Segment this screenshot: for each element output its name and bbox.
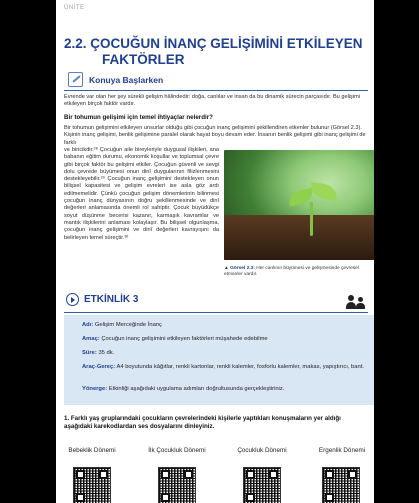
qr-label-cocukluk: Çocukluk Dönemi	[237, 447, 287, 454]
qr-code-bebeklik[interactable]	[73, 467, 111, 503]
qr-label-ilk-cocukluk: İlk Çocukluk Dönemi	[148, 447, 206, 454]
konuya-baslarken-header	[68, 72, 163, 87]
group-people-icon	[344, 295, 368, 309]
qr-label-ergenlik: Ergenlik Dönemi	[318, 447, 366, 454]
qr-code-cocukluk[interactable]	[243, 467, 281, 503]
qr-code-ergenlik[interactable]	[322, 467, 360, 503]
seedling-stem	[310, 202, 313, 236]
konuya-title: Konuya Başlarken	[89, 74, 164, 85]
textbook-page	[56, 0, 374, 503]
figure-caption-text: Her canlının büyümesi ve gelişmesinde çevresel etmenler vardır.	[224, 266, 359, 277]
unit-label: ÜNİTE	[64, 5, 85, 11]
activity-duration-row: Süre: 35 dk.	[82, 350, 115, 356]
figure-caption: ▲ Görsel 2.3: Her canlının büyümesi ve gelişmesinde çevresel etmenler vardır.	[224, 266, 359, 277]
divider	[64, 90, 368, 91]
title-line-2: FAKTÖRLER	[102, 52, 185, 67]
activity-materials-row: Araç-Gereç: A4 boyutunda kâğıtlar, renkli kartonlar, renkli kalemler, fosforlu kalemler, makas, yapıştırıcı, bant.	[82, 364, 364, 370]
section-title	[64, 36, 369, 68]
play-circle-icon	[66, 293, 79, 306]
seedling-leaf-right	[309, 182, 339, 201]
title-line-1: 2.2. ÇOCUĞUN İNANÇ GELİŞİMİNİ ETKİLEYEN	[64, 36, 363, 51]
activity-header	[66, 293, 138, 306]
activity-name-row: Adı: Gelişim Merceğinde İnanç	[82, 322, 162, 328]
activity-aim-row: Amaç: Çocuğun inanç gelişimini etkileyen faktörleri müşahede edebilme	[82, 336, 268, 342]
body-column: ve biricikdir.²⁸ Çocuğun aile bireyleriyle duygusal ilişkileri, ana babanın eğitim durumu, ekonomik koşullar ve toplumsal çevre gibi birçok faktör bu gelişimi etkiler. Çocuğun güvenli ve sevgi dolu çevrede büyümesi onun dinî duygularının filizlenmesini destekleyebilir.²⁹ Çocuğun inanç gelişimini destekleyen onun bilişsel kapasitesi ve gelişim evreleri ise asla göz ardı edilmemelidir. Çünkü çocuğun gelişim dönemlerinin bilinmesi çocuğun inanç dünyasının doğru şekillenmesinde ve dinî değerleri anlamasında önemli rol sahiptir. Çocuk büyüdükçe soyut düşünme becerisi kazanır, karmaşık kavramlar ve mantık ilişkilerini anlaması kolaylaşır. Bu bilişsel olgunlaşma, çocuğun inanç gelişimini ve dinî değerleri kavrayışını da belirleyen temel süreçtir.³⁰	[64, 147, 219, 241]
seedling-image	[224, 150, 374, 260]
figure-label: Görsel 2.3:	[230, 266, 255, 271]
activity-instruction-row: Yönerge: Etkinliği aşağıdaki uygulama adımları doğrultusunda gerçekleştiriniz.	[82, 386, 285, 392]
question: Bir tohumun gelişimi için temel ihtiyaçlar nelerdir?	[64, 114, 213, 121]
qr-code-ilk-cocukluk[interactable]	[158, 467, 196, 503]
activity-title: ETKİNLİK 3	[84, 294, 139, 305]
qr-label-bebeklik: Bebeklik Dönemi	[68, 447, 116, 454]
activity-info-box	[64, 315, 374, 405]
activity-divider	[64, 312, 368, 313]
pencil-icon	[68, 72, 83, 87]
body-paragraph: Bir tohumun gelişimini etkileyen unsurlar olduğu gibi çocuğun inanç gelişimini şekillendiren etkenler bulunur (Görsel 2.3). Kişinin inanç gelişimi, benlik gelişimine paralel olarak hayat boyu devam eder. İnsanın benlik gelişimi gibi inanç gelişimi de farklı	[64, 125, 366, 146]
soil	[224, 215, 374, 260]
intro-paragraph: Evrende var olan her şey sürekli gelişim hâlindedir: doğa, canlılar ve insan da bu dinamik sürecin parçasıdır. Bu gelişimi etkileyen birçok faktör vardır.	[64, 94, 360, 108]
task-1: 1. Farklı yaş gruplarındaki çocukların çevrelerindeki kişilerle yaptıkları konuşmaların yer aldığı aşağıdaki karekodlardan ses dosyalarını dinleyiniz.	[64, 415, 341, 430]
